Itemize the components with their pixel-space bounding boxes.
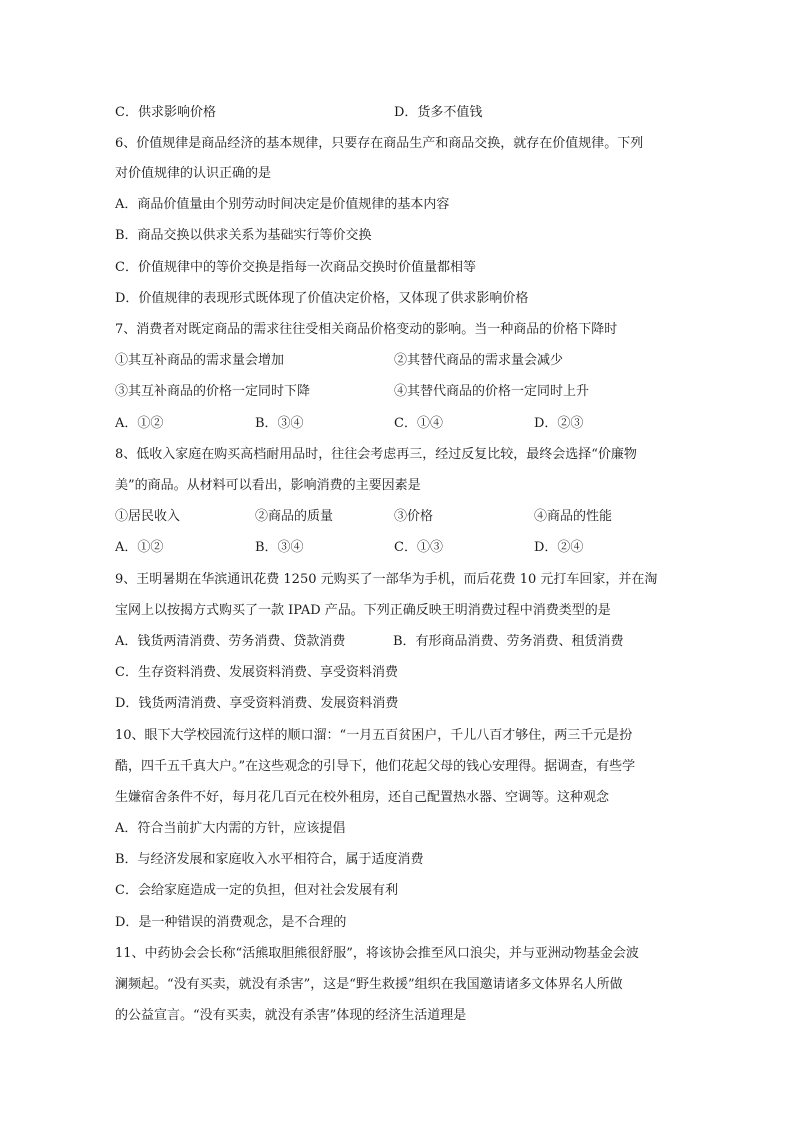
q10-option-b: B．与经济发展和家庭收入水平相符合，属于适度消费	[115, 852, 424, 867]
q7-stem: 7、消费者对既定商品的需求往往受相关商品价格变动的影响。当一种商品的价格下降时	[115, 322, 618, 337]
q9-stem-line-2: 宝网上以按揭方式购买了一款 IPAD 产品。下列正确反映王明消费过程中消费类型的是	[115, 603, 611, 618]
q9-option-b: B．有形商品消费、劳务消费、租赁消费	[393, 634, 624, 649]
q10-option-a: A．符合当前扩大内需的方针，应该提倡	[115, 821, 346, 836]
q7-item-1: ①其互补商品的需求量会增加	[115, 353, 285, 368]
q8-option-b: B．③④	[255, 540, 304, 555]
q8-item-4: ④商品的性能	[534, 509, 613, 524]
q10-option-c: C．会给家庭造成一定的负担，但对社会发展有利	[115, 883, 398, 898]
q8-option-a: A．①②	[115, 540, 164, 555]
q11-stem-line-1: 11、中药协会会长称“活熊取胆熊很舒服”，将该协会推至风口浪尖，并与亚洲动物基金会波	[115, 946, 639, 961]
q11-stem-line-3: 的公益宣言。“没有买卖，就没有杀害”体现的经济生活道理是	[115, 1008, 467, 1023]
q8-item-1: ①居民收入	[115, 509, 181, 524]
q8-item-3: ③价格	[394, 509, 434, 524]
q8-option-d: D．②④	[534, 540, 584, 555]
q7-option-c: C．①④	[394, 416, 443, 431]
q8-stem-line-2: 美”的商品。从材料可以看出，影响消费的主要因素是	[115, 478, 421, 493]
q5-option-d: D．货多不值钱	[394, 105, 483, 120]
q8-stem-line-1: 8、低收入家庭在购买高档耐用品时，往往会考虑再三，经过反复比较，最终会选择“价廉物	[115, 447, 637, 462]
q7-option-d: D．②③	[534, 416, 584, 431]
q9-option-c: C．生存资料消费、发展资料消费、享受资料消费	[115, 665, 398, 680]
q7-option-b: B．③④	[255, 416, 304, 431]
q6-option-c: C．价值规律中的等价交换是指每一次商品交换时价值量都相等	[115, 260, 476, 275]
q5-option-c: C．供求影响价格	[115, 105, 216, 120]
q9-option-d: D．钱货两清消费、享受资料消费、发展资料消费	[115, 696, 399, 711]
q8-option-c: C．①③	[394, 540, 443, 555]
q7-option-a: A．①②	[115, 416, 164, 431]
q9-option-a: A．钱货两清消费、劳务消费、贷款消费	[115, 634, 346, 649]
q7-item-2: ②其替代商品的需求量会减少	[394, 353, 564, 368]
q10-stem-line-2: 酷，四千五千真大户。”在这些观念的引导下，他们花起父母的钱心安理得。据调查，有些学	[115, 759, 636, 774]
q6-stem-line-1: 6、价值规律是商品经济的基本规律，只要存在商品生产和商品交换，就存在价值规律。下列	[115, 136, 644, 151]
q11-stem-line-2: 澜频起。“没有买卖，就没有杀害”，这是“野生救援”组织在我国邀请诸多文体界名人所做	[115, 977, 623, 992]
q6-option-b: B．商品交换以供求关系为基础实行等价交换	[115, 228, 372, 243]
q8-item-2: ②商品的质量	[255, 509, 334, 524]
q9-stem-line-1: 9、王明暑期在华滨通讯花费 1250 元购买了一部华为手机，而后花费 10 元打车回家，并在淘	[115, 572, 658, 587]
q6-option-d: D．价值规律的表现形式既体现了价值决定价格，又体现了供求影响价格	[115, 291, 529, 306]
q10-option-d: D．是一种错误的消费观念，是不合理的	[115, 915, 347, 930]
q6-stem-line-2: 对价值规律的认识正确的是	[115, 166, 272, 181]
q7-item-3: ③其互补商品的价格一定同时下降	[115, 384, 311, 399]
q10-stem-line-3: 生嫌宿舍条件不好，每月花几百元在校外租房，还自己配置热水器、空调等。这种观念	[115, 790, 610, 805]
q7-item-4: ④其替代商品的价格一定同时上升	[394, 384, 590, 399]
q6-option-a: A．商品价值量由个别劳动时间决定是价值规律的基本内容	[115, 197, 450, 212]
q10-stem-line-1: 10、眼下大学校园流行这样的顺口溜：“一月五百贫困户，千儿八百才够住，两三千元是扮	[115, 728, 633, 743]
